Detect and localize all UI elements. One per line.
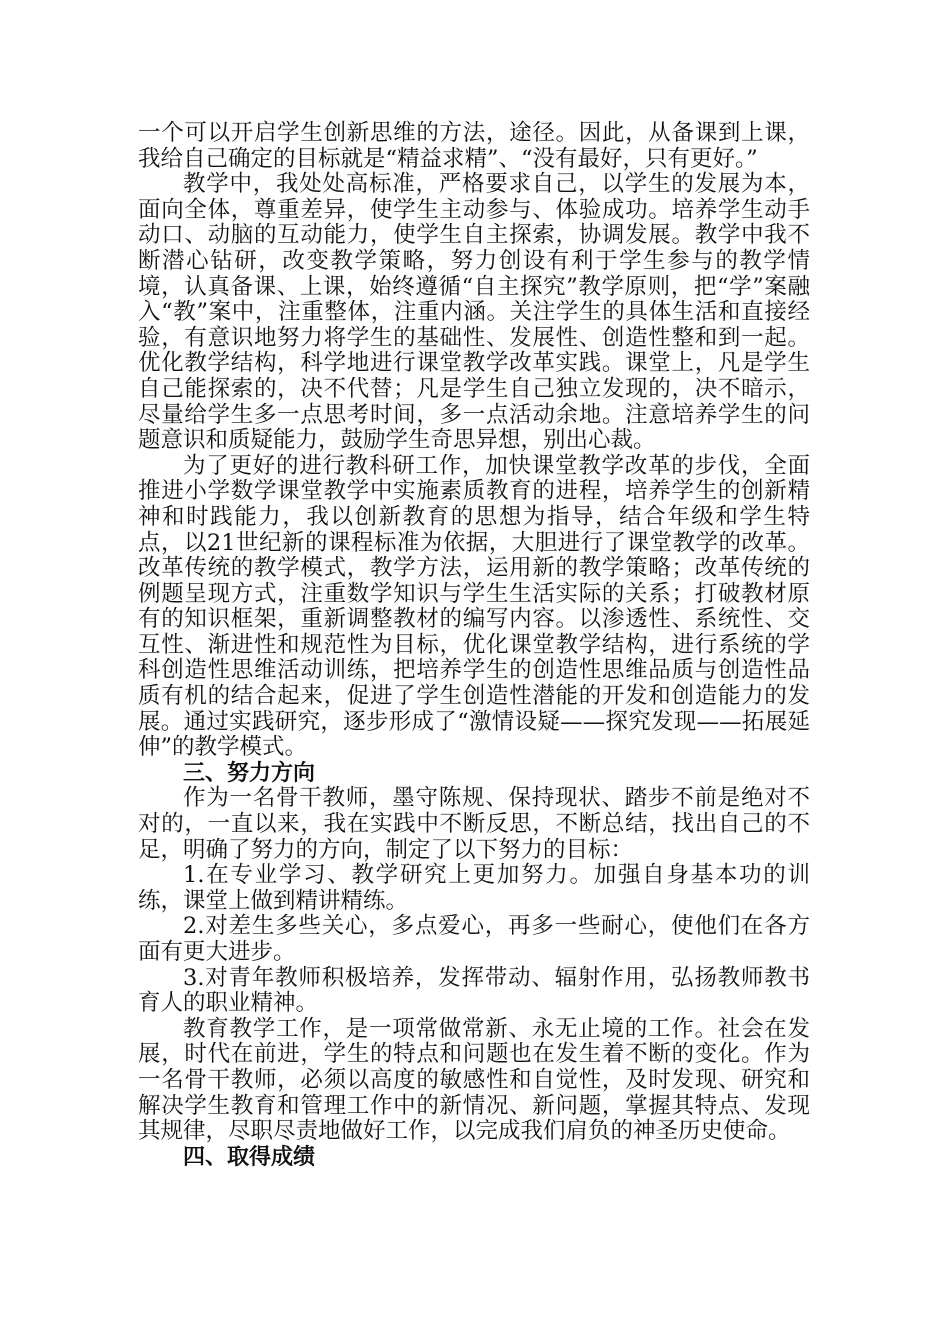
document-page — [138, 121, 810, 1170]
goal-item-2: 2.对差生多些关心，多点爱心，再多一些耐心，使他们在各方面有更大进步。 — [138, 913, 810, 965]
paragraph-continuation: 一个可以开启学生创新思维的方法，途径。因此，从备课到上课，我给自己确定的目标就是“精益求精”、“没有最好，只有更好。” — [138, 120, 810, 172]
paragraph-teaching-reform: 为了更好的进行教科研工作，加快课堂教学改革的步伐，全面推进小学数学课堂教学中实施素质教育的进程，培养学生的创新精神和时践能力，我以创新教育的思想为指导，结合年级和学生特点，以21世纪新的课程标准为依据，大胆进行了课堂教学的改革。改革传统的教学模式，教学方法，运用新的教学策略；改革传统的例题呈现方式，注重数学知识与学生生活实际的关系；打破教材原有的知识框架，重新调整教材的编写内容。以渗透性、系统性、交互性、渐进性和规范性为目标，优化课堂教学结构，进行系统的学科创造性思维活动训练，把培养学生的创造性思维品质与创造性品质有机的结合起来，促进了学生创造性潜能的开发和创造能力的发展。通过实践研究，逐步形成了“激情设疑——探究发现——拓展延伸”的教学模式。 — [138, 452, 810, 761]
goal-item-3: 3.对青年教师积极培养，发挥带动、辐射作用，弘扬教师教书育人的职业精神。 — [138, 964, 810, 1017]
goal-item-1: 1.在专业学习、教学研究上更加努力。加强自身基本功的训练，课堂上做到精讲精练。 — [138, 862, 810, 914]
paragraph-conclusion: 教育教学工作，是一项常做常新、永无止境的工作。社会在发展，时代在前进，学生的特点和问题也在发生着不断的变化。作为一名骨干教师，必须以高度的敏感性和自觉性，及时发现、研究和解决学生教育和管理工作中的新情况、新问题，掌握其特点、发现其规律，尽职尽责地做好工作，以完成我们肩负的神圣历史使命。 — [138, 1015, 810, 1145]
section-heading-achievements: 四、取得成绩 — [183, 1144, 316, 1170]
paragraph-direction-intro: 作为一名骨干教师，墨守陈规、保持现状、踏步不前是绝对不对的，一直以来，我在实践中不断反思，不断总结，找出自己的不足，明确了努力的方向，制定了以下努力的目标： — [138, 785, 810, 863]
paragraph-teaching-practice: 教学中，我处处高标准，严格要求自己，以学生的发展为本，面向全体，尊重差异，使学生主动参与、体验成功。培养学生动手动口、动脑的互动能力，使学生自主探索，协调发展。教学中我不断潜心钻研，改变教学策略，努力创设有利于学生参与的教学情境，认真备课、上课，始终遵循“自主探究”教学原则，把“学”案融入“教”案中，注重整体，注重内涵。关注学生的具体生活和直接经验，有意识地努力将学生的基础性、发展性、创造性整和到一起。优化教学结构，科学地进行课堂教学改革实践。课堂上，凡是学生自己能探索的，决不代替；凡是学生自己独立发现的，决不暗示，尽量给学生多一点思考时间，多一点活动余地。注意培养学生的问题意识和质疑能力，鼓励学生奇思异想，别出心裁。 — [138, 171, 810, 454]
section-heading-direction: 三、努力方向 — [183, 760, 316, 786]
